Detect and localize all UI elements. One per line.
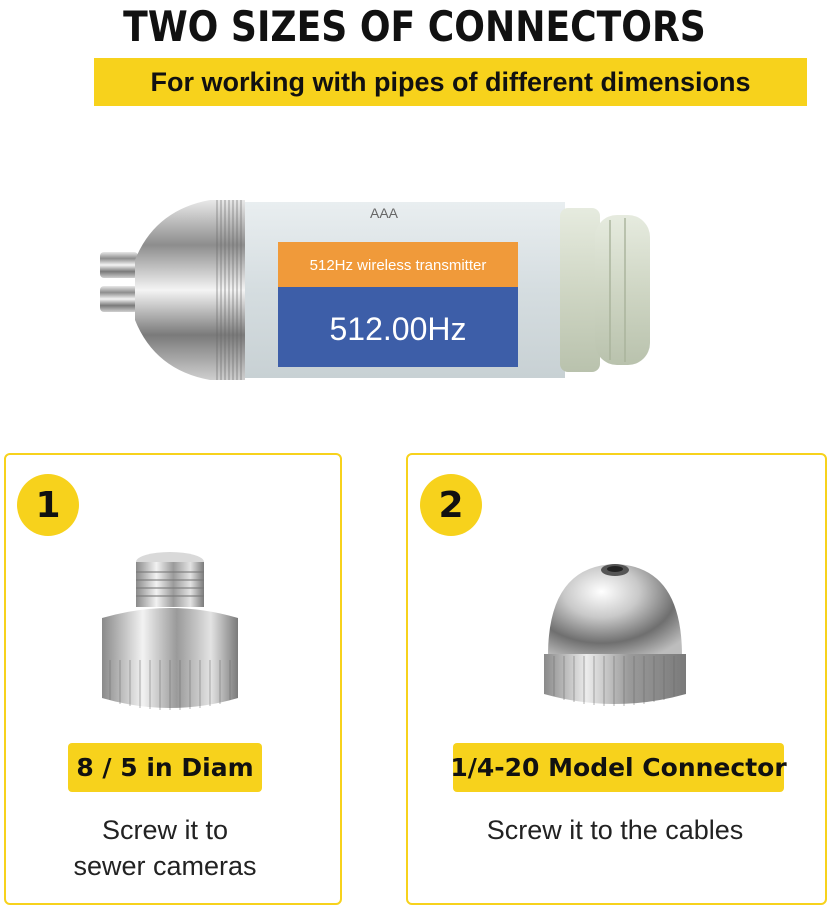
nozzle-top <box>100 252 138 278</box>
connector-1-description <box>30 812 300 884</box>
connector-2-image <box>540 556 690 714</box>
connector-1-image <box>96 548 244 718</box>
connector-2-badge: 1/4-20 Model Connector <box>453 743 784 792</box>
battery-text: AAA <box>370 205 399 221</box>
end-collar <box>560 208 600 372</box>
end-cap <box>595 215 650 365</box>
connector-2-description: Screw it to the cables <box>486 815 744 845</box>
label-orange-text: 512Hz wireless transmitter <box>309 257 487 274</box>
label-blue-text: 512.00Hz <box>329 311 467 347</box>
subtitle-banner <box>94 58 807 106</box>
connector-1-desc-line2: sewer cameras <box>73 851 257 881</box>
nozzle-bottom <box>100 286 138 312</box>
subtitle-text: For working with pipes of different dimensions <box>150 66 751 97</box>
page-title: TWO SIZES OF CONNECTORS <box>123 2 706 51</box>
connector-1-badge: 8 / 5 in Diam <box>68 743 262 792</box>
connector-1-desc-line1: Screw it to <box>101 815 229 845</box>
step-number-1: 1 <box>17 474 79 536</box>
transmitter-image <box>95 190 655 390</box>
step-number-2: 2 <box>420 474 482 536</box>
